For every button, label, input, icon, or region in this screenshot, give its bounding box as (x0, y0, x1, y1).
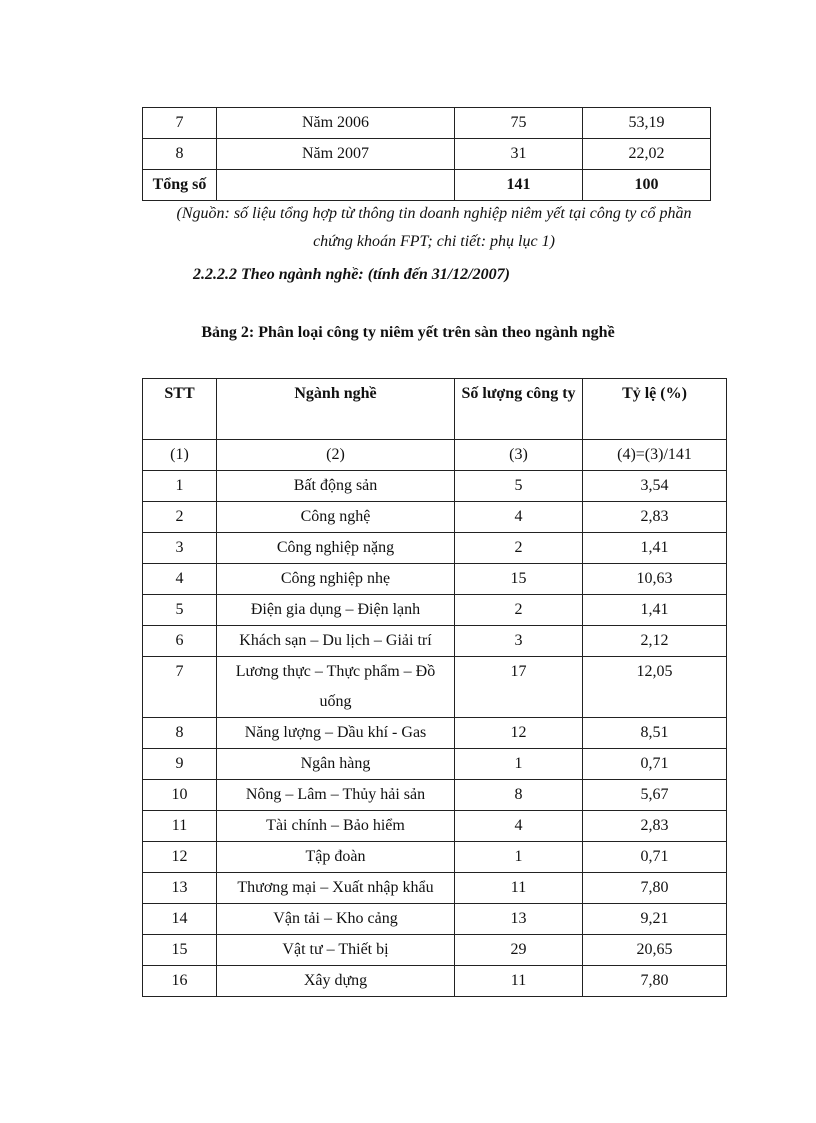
percent-cell: 10,63 (583, 564, 727, 595)
count-cell: 17 (455, 657, 583, 718)
count-cell: 2 (455, 595, 583, 626)
count-cell: 1 (455, 842, 583, 873)
stt-cell: 9 (143, 749, 217, 780)
count-cell: 29 (455, 935, 583, 966)
table-row (143, 904, 727, 935)
industry-cell: Khách sạn – Du lịch – Giải trí (217, 626, 455, 657)
table-row (143, 595, 727, 626)
percent-cell: 5,67 (583, 780, 727, 811)
year-breakdown-table (142, 107, 711, 201)
stt-cell: 2 (143, 502, 217, 533)
year-cell: Năm 2007 (217, 139, 455, 170)
count-cell: 3 (455, 626, 583, 657)
stt-cell: 6 (143, 626, 217, 657)
source-note-line-2: chứng khoán FPT; chi tiết: phụ lục 1) (313, 233, 555, 250)
percent-cell: 53,19 (583, 108, 711, 139)
percent-cell: 2,83 (583, 502, 727, 533)
percent-cell: 0,71 (583, 842, 727, 873)
count-cell: 11 (455, 966, 583, 997)
percent-cell: 2,12 (583, 626, 727, 657)
table-row (143, 626, 727, 657)
source-note-line-1: (Nguồn: số liệu tổng hợp từ thông tin doanh nghiệp niêm yết tại công ty cổ phần (176, 205, 692, 222)
industry-cell: Tập đoàn (217, 842, 455, 873)
table-row (143, 564, 727, 595)
industry-cell: Năng lượng – Dầu khí - Gas (217, 718, 455, 749)
percent-cell: 7,80 (583, 873, 727, 904)
total-percent: 100 (583, 170, 711, 201)
percent-cell: 7,80 (583, 966, 727, 997)
industry-cell: Bất động sản (217, 471, 455, 502)
percent-cell: 20,65 (583, 935, 727, 966)
header-industry: Ngành nghề (217, 379, 455, 440)
count-cell: 5 (455, 471, 583, 502)
table-row (143, 657, 727, 718)
formula-count: (3) (455, 440, 583, 471)
count-cell: 31 (455, 139, 583, 170)
table-row (143, 842, 727, 873)
header-percent: Tỷ lệ (%) (583, 379, 727, 440)
empty-cell (217, 170, 455, 201)
percent-cell: 1,41 (583, 595, 727, 626)
stt-cell: 7 (143, 657, 217, 718)
stt-cell: 7 (143, 108, 217, 139)
table-row (143, 935, 727, 966)
count-cell: 13 (455, 904, 583, 935)
formula-percent: (4)=(3)/141 (583, 440, 727, 471)
table-row (143, 471, 727, 502)
count-cell: 75 (455, 108, 583, 139)
percent-cell: 12,05 (583, 657, 727, 718)
percent-cell: 9,21 (583, 904, 727, 935)
stt-cell: 8 (143, 718, 217, 749)
stt-cell: 5 (143, 595, 217, 626)
stt-cell: 11 (143, 811, 217, 842)
table-row (143, 873, 727, 904)
formula-stt: (1) (143, 440, 217, 471)
count-cell: 11 (455, 873, 583, 904)
table-caption: Bảng 2: Phân loại công ty niêm yết trên sàn theo ngành nghề (201, 324, 615, 341)
percent-cell: 3,54 (583, 471, 727, 502)
header-count: Số lượng công ty (455, 379, 583, 440)
industry-cell: Công nghiệp nhẹ (217, 564, 455, 595)
industry-table (142, 378, 727, 997)
stt-cell: 8 (143, 139, 217, 170)
percent-cell: 0,71 (583, 749, 727, 780)
total-label: Tổng số (143, 170, 217, 201)
count-cell: 4 (455, 811, 583, 842)
stt-cell: 14 (143, 904, 217, 935)
industry-rows (143, 471, 727, 997)
table-row (143, 108, 711, 139)
table-row (143, 749, 727, 780)
stt-cell: 16 (143, 966, 217, 997)
count-cell: 1 (455, 749, 583, 780)
count-cell: 12 (455, 718, 583, 749)
count-cell: 15 (455, 564, 583, 595)
total-count: 141 (455, 170, 583, 201)
count-cell: 2 (455, 533, 583, 564)
industry-cell: Vật tư – Thiết bị (217, 935, 455, 966)
table-row (143, 966, 727, 997)
percent-cell: 2,83 (583, 811, 727, 842)
formula-row (143, 440, 727, 471)
stt-cell: 12 (143, 842, 217, 873)
count-cell: 8 (455, 780, 583, 811)
table-row (143, 780, 727, 811)
table-row (143, 718, 727, 749)
industry-cell: Vận tải – Kho cảng (217, 904, 455, 935)
count-cell: 4 (455, 502, 583, 533)
section-heading: 2.2.2.2 Theo ngành nghề: (tính đến 31/12/2007) (193, 266, 510, 283)
formula-industry: (2) (217, 440, 455, 471)
industry-cell: Nông – Lâm – Thủy hải sản (217, 780, 455, 811)
industry-cell: Thương mại – Xuất nhập khẩu (217, 873, 455, 904)
industry-cell: Công nghiệp nặng (217, 533, 455, 564)
stt-cell: 4 (143, 564, 217, 595)
stt-cell: 1 (143, 471, 217, 502)
stt-cell: 13 (143, 873, 217, 904)
header-row (143, 379, 727, 440)
percent-cell: 1,41 (583, 533, 727, 564)
table-row (143, 811, 727, 842)
industry-cell: Điện gia dụng – Điện lạnh (217, 595, 455, 626)
total-row (143, 170, 711, 201)
percent-cell: 22,02 (583, 139, 711, 170)
stt-cell: 15 (143, 935, 217, 966)
industry-cell: Xây dựng (217, 966, 455, 997)
percent-cell: 8,51 (583, 718, 727, 749)
table-row (143, 533, 727, 564)
header-stt: STT (143, 379, 217, 440)
table-row (143, 139, 711, 170)
table-row (143, 502, 727, 533)
industry-cell: Công nghệ (217, 502, 455, 533)
industry-cell: Ngân hàng (217, 749, 455, 780)
industry-cell: Tài chính – Bảo hiểm (217, 811, 455, 842)
stt-cell: 10 (143, 780, 217, 811)
year-cell: Năm 2006 (217, 108, 455, 139)
industry-cell: Lương thực – Thực phẩm – Đồ uống (217, 657, 455, 718)
stt-cell: 3 (143, 533, 217, 564)
